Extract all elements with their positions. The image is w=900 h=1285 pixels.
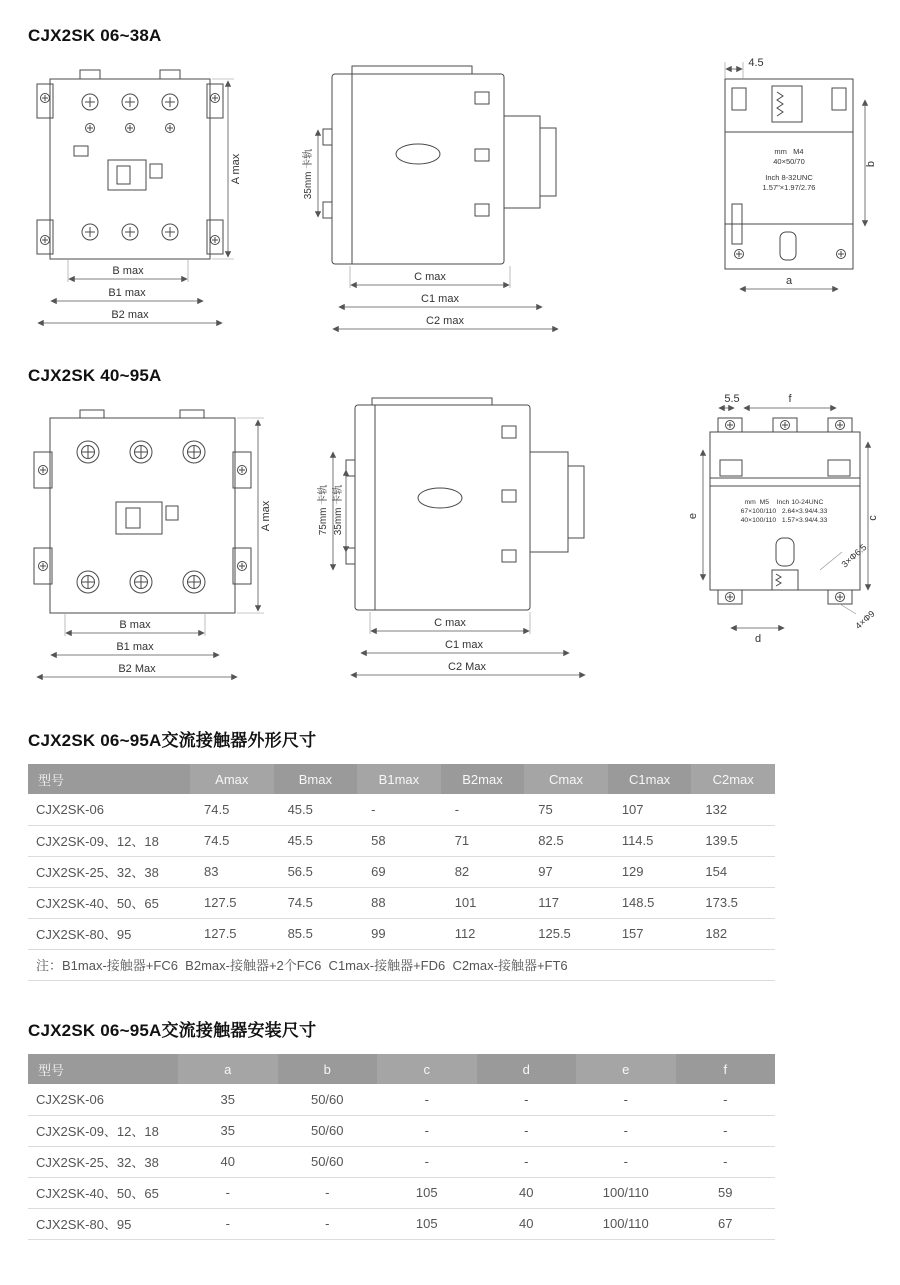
spec-line1: mm M5 Inch 10-24UNC — [744, 499, 824, 506]
dim-label-b2max-1: B2 max — [111, 309, 149, 321]
value-cell: - — [278, 1208, 378, 1239]
dim-label-cmax-1: C max — [414, 271, 446, 283]
table-row — [28, 1146, 775, 1177]
value-cell: - — [441, 794, 525, 825]
dim-label-c2max-2: C2 Max — [448, 661, 486, 673]
value-cell: 67 — [676, 1208, 776, 1239]
outline-dimensions-table — [28, 764, 775, 981]
table-row — [28, 918, 775, 949]
dim-label-c1max-1: C1 max — [421, 293, 459, 305]
value-cell: 100/110 — [576, 1177, 676, 1208]
value-cell: - — [576, 1084, 676, 1115]
value-cell: 139.5 — [691, 825, 775, 856]
value-cell: 117 — [524, 887, 608, 918]
table-row — [28, 1208, 775, 1239]
front-view-40-95a — [34, 410, 251, 613]
value-cell: 50/60 — [278, 1084, 378, 1115]
spec-mm-line1: mm M4 — [774, 147, 804, 156]
value-cell: 107 — [608, 794, 692, 825]
model-cell: CJX2SK-25、32、38 — [28, 856, 190, 887]
value-cell: - — [477, 1146, 577, 1177]
value-cell: 35 — [178, 1084, 278, 1115]
model-cell: CJX2SK-09、12、18 — [28, 1115, 178, 1146]
column-header-model: 型号 — [28, 1054, 178, 1084]
value-cell: 40 — [477, 1208, 577, 1239]
value-cell: 35 — [178, 1115, 278, 1146]
hole-label-3xd6-5: 3×Φ6.5 — [839, 542, 869, 570]
drawing-06-38a — [20, 54, 880, 356]
rail-label-35mm-1: 35mm 卡轨 — [303, 148, 314, 200]
value-cell: 50/60 — [278, 1115, 378, 1146]
table-header-row — [28, 764, 775, 794]
value-cell: 127.5 — [190, 918, 274, 949]
value-cell: - — [576, 1115, 676, 1146]
value-cell: 82 — [441, 856, 525, 887]
value-cell: - — [377, 1115, 477, 1146]
value-cell: - — [377, 1084, 477, 1115]
dim-label-f: f — [788, 393, 792, 405]
spec-inch-line2: 1.57"×1.97/2.76 — [762, 183, 816, 192]
dim-label-e: e — [687, 512, 699, 520]
value-cell: 59 — [676, 1177, 776, 1208]
column-header-bmax: Bmax — [274, 764, 358, 794]
value-cell: 45.5 — [274, 825, 358, 856]
value-cell: 129 — [608, 856, 692, 887]
dim-label-b1max-1: B1 max — [108, 287, 146, 299]
spec-line3: 40×100/110 1.57×3.94/4.33 — [740, 517, 828, 524]
value-cell: 69 — [357, 856, 441, 887]
column-header-amax: Amax — [190, 764, 274, 794]
value-cell: 173.5 — [691, 887, 775, 918]
value-cell: 50/60 — [278, 1146, 378, 1177]
value-cell: - — [676, 1084, 776, 1115]
value-cell: - — [576, 1146, 676, 1177]
side-view-40-95a — [346, 398, 584, 610]
rail-label-35mm-2: 35mm 卡轨 — [333, 484, 344, 536]
dim-label-c1max-2: C1 max — [445, 639, 483, 651]
value-cell: - — [477, 1115, 577, 1146]
value-cell: - — [278, 1177, 378, 1208]
drawing-40-95a — [20, 390, 880, 702]
table-row — [28, 1115, 775, 1146]
dim-label-cmax-2: C max — [434, 617, 466, 629]
table-note: 注：B1max-接触器+FC6 B2max-接触器+2个FC6 C1max-接触器+FD6 C2max-接触器+FT6 — [28, 949, 775, 980]
table-row — [28, 1177, 775, 1208]
model-cell: CJX2SK-25、32、38 — [28, 1146, 178, 1177]
value-cell: 71 — [441, 825, 525, 856]
column-header-d: d — [477, 1054, 577, 1084]
value-cell: 85.5 — [274, 918, 358, 949]
model-cell: CJX2SK-80、95 — [28, 1208, 178, 1239]
table-row — [28, 794, 775, 825]
value-cell: 154 — [691, 856, 775, 887]
column-header-c: c — [377, 1054, 477, 1084]
column-header-e: e — [576, 1054, 676, 1084]
value-cell: - — [178, 1208, 278, 1239]
dim-label-b1max-2: B1 max — [116, 641, 154, 653]
value-cell: 75 — [524, 794, 608, 825]
dim-label-a: a — [785, 275, 793, 287]
model-cell: CJX2SK-06 — [28, 1084, 178, 1115]
value-cell: - — [676, 1146, 776, 1177]
value-cell: 182 — [691, 918, 775, 949]
dim-label-d: d — [754, 633, 762, 645]
value-cell: 74.5 — [190, 825, 274, 856]
value-cell: 40 — [178, 1146, 278, 1177]
column-header-c2max: C2max — [691, 764, 775, 794]
table-row — [28, 1084, 775, 1115]
model-cell: CJX2SK-80、95 — [28, 918, 190, 949]
value-cell: - — [357, 794, 441, 825]
rail-label-75mm-2: 75mm 卡轨 — [318, 484, 329, 536]
value-cell: 148.5 — [608, 887, 692, 918]
table-row — [28, 887, 775, 918]
section-title-40-95a: CJX2SK 40~95A — [28, 366, 162, 385]
value-cell: 56.5 — [274, 856, 358, 887]
dim-label-4-5: 4.5 — [748, 57, 764, 69]
value-cell: 100/110 — [576, 1208, 676, 1239]
dim-label-b: b — [865, 160, 877, 168]
value-cell: - — [377, 1146, 477, 1177]
value-cell: 157 — [608, 918, 692, 949]
value-cell: 45.5 — [274, 794, 358, 825]
dim-label-b2max-2: B2 Max — [118, 663, 156, 675]
dim-label-c: c — [867, 515, 879, 521]
column-header-model: 型号 — [28, 764, 190, 794]
dim-label-bmax-1: B max — [112, 265, 144, 277]
value-cell: 88 — [357, 887, 441, 918]
section-title-06-38a: CJX2SK 06~38A — [28, 26, 162, 45]
hole-label-4xd9: 4×Φ9 — [853, 608, 877, 631]
model-cell: CJX2SK-09、12、18 — [28, 825, 190, 856]
dim-label-amax-1: A max — [230, 153, 242, 185]
outline-table-title: CJX2SK 06~95A交流接触器外形尺寸 — [28, 731, 317, 750]
model-cell: CJX2SK-06 — [28, 794, 190, 825]
spec-line2: 67×100/110 2.64×3.94/4.33 — [740, 508, 828, 515]
value-cell: - — [477, 1084, 577, 1115]
value-cell: 97 — [524, 856, 608, 887]
column-header-b1max: B1max — [357, 764, 441, 794]
install-table-title: CJX2SK 06~95A交流接触器安装尺寸 — [28, 1021, 317, 1040]
spec-inch-line1: Inch 8-32UNC — [765, 173, 813, 182]
value-cell: 83 — [190, 856, 274, 887]
value-cell: 74.5 — [274, 887, 358, 918]
value-cell: 82.5 — [524, 825, 608, 856]
table-row — [28, 825, 775, 856]
column-header-c1max: C1max — [608, 764, 692, 794]
column-header-b2max: B2max — [441, 764, 525, 794]
value-cell: 125.5 — [524, 918, 608, 949]
value-cell: 132 — [691, 794, 775, 825]
dim-label-5-5: 5.5 — [724, 393, 740, 405]
column-header-f: f — [676, 1054, 776, 1084]
column-header-cmax: Cmax — [524, 764, 608, 794]
spec-mm-line2: 40×50/70 — [773, 157, 805, 166]
value-cell: 74.5 — [190, 794, 274, 825]
column-header-a: a — [178, 1054, 278, 1084]
column-header-b: b — [278, 1054, 378, 1084]
value-cell: 101 — [441, 887, 525, 918]
value-cell: 105 — [377, 1208, 477, 1239]
dim-label-c2max-1: C2 max — [426, 315, 464, 327]
value-cell: 114.5 — [608, 825, 692, 856]
installation-dimensions-table — [28, 1054, 775, 1240]
value-cell: - — [178, 1177, 278, 1208]
model-cell: CJX2SK-40、50、65 — [28, 1177, 178, 1208]
value-cell: 112 — [441, 918, 525, 949]
dim-label-amax-2: A max — [260, 500, 272, 532]
value-cell: 40 — [477, 1177, 577, 1208]
value-cell: 58 — [357, 825, 441, 856]
dim-label-bmax-2: B max — [119, 619, 151, 631]
table-row — [28, 856, 775, 887]
table-header-row — [28, 1054, 775, 1084]
table-note-row — [28, 949, 775, 980]
value-cell: 127.5 — [190, 887, 274, 918]
value-cell: 99 — [357, 918, 441, 949]
value-cell: - — [676, 1115, 776, 1146]
value-cell: 105 — [377, 1177, 477, 1208]
side-view-06-38a — [323, 66, 556, 264]
model-cell: CJX2SK-40、50、65 — [28, 887, 190, 918]
